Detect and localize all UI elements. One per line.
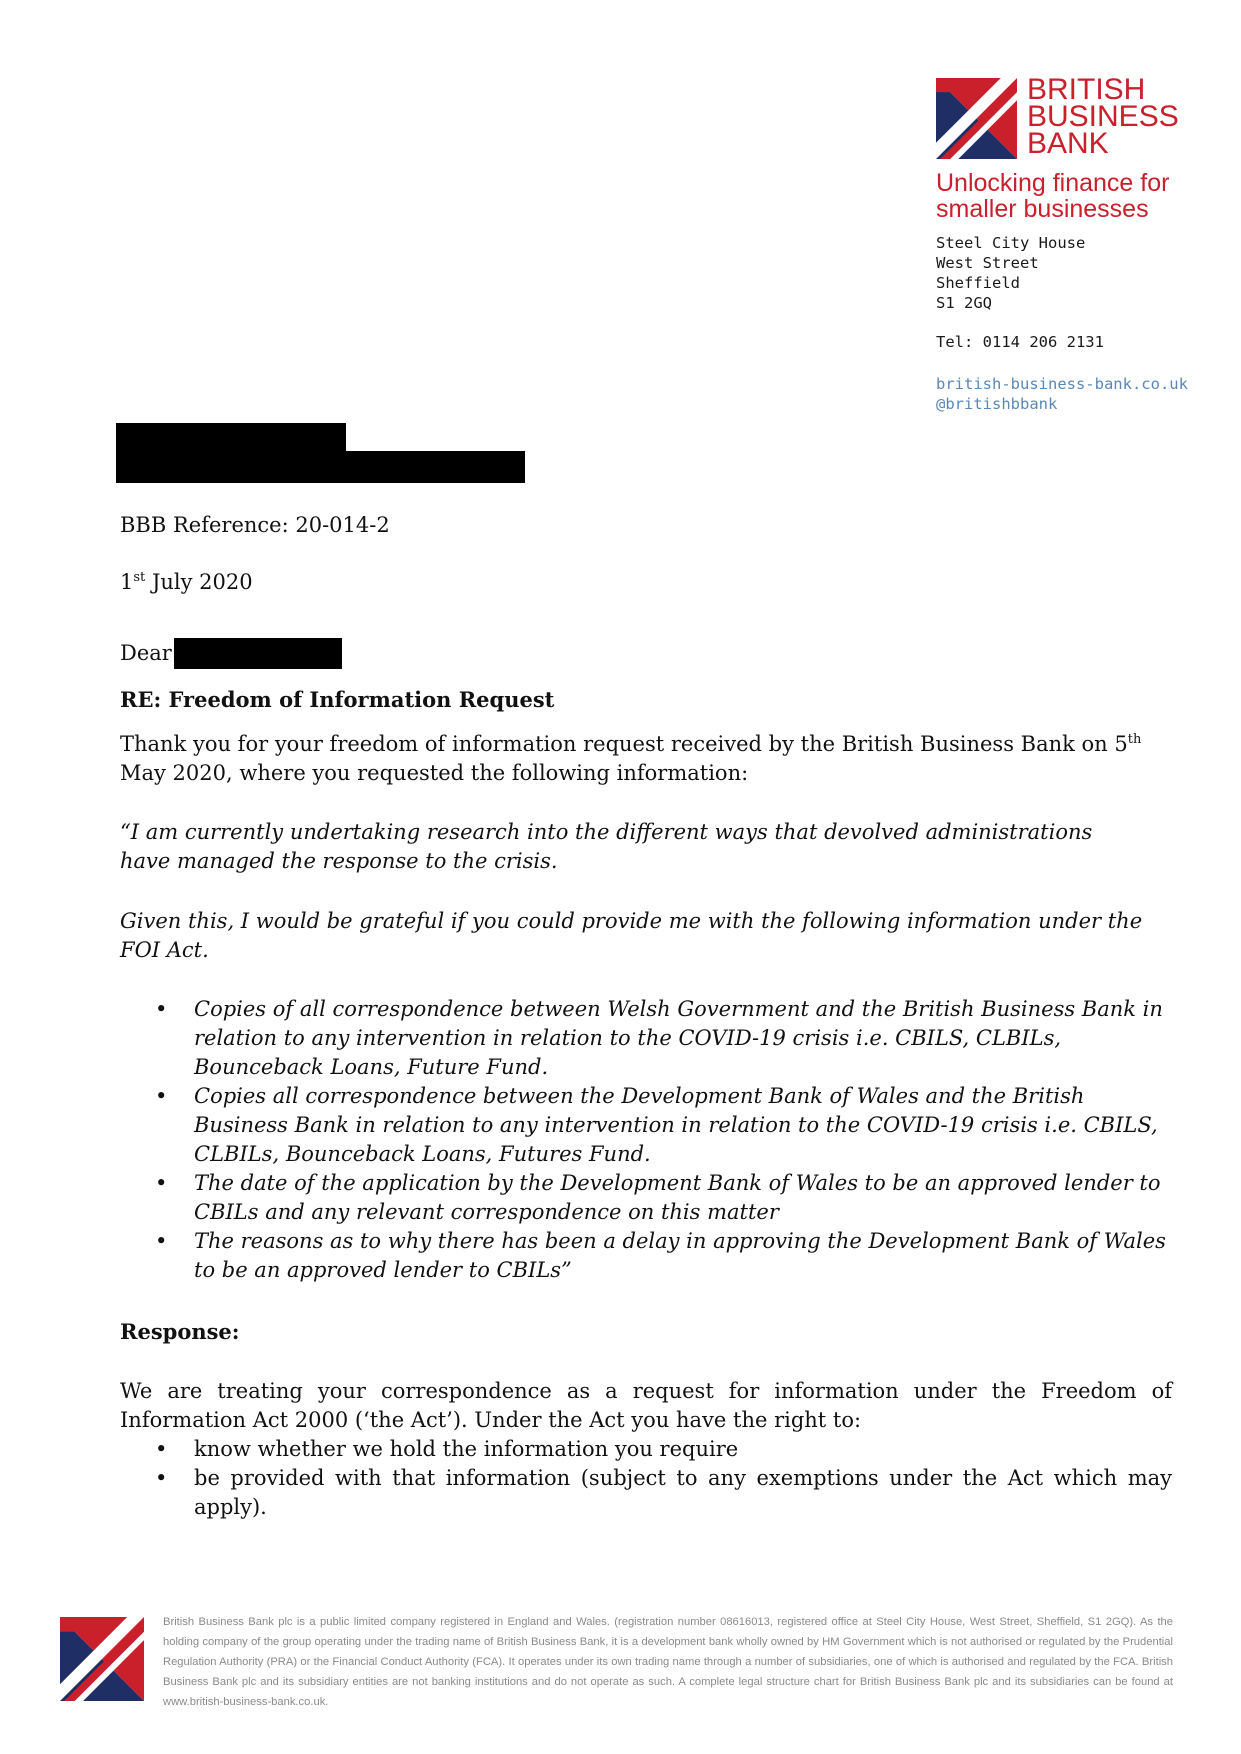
footer-legal-text: British Business Bank plc is a public limited company registered in England and Wales. (registration number 08616013, registered office at Steel City House, West Street, Sheffield, S1 2GQ). As the holding company of the group operating under the trading name of British Business Bank, it is a development bank wholly owned by HM Government which is not authorised or regulated by the Prudential Regulation Authority (PRA) or the Financial Conduct Authority (FCA). It operates under its own trading name through a number of subsidiaries, one of which is authorised and regulated by the FCA. British Business Bank plc and its subsidiary entities are not banking institutions and do not operate as such. A complete legal structure chart for British Business Bank plc and its subsidiaries can be found at www.british-business-bank.co.uk. — [163, 1616, 1173, 1708]
telephone: Tel: 0114 206 2131 — [936, 333, 1104, 351]
sender-address — [936, 233, 1085, 313]
list-item: • Copies of all correspondence between Welsh Government and the British Business Bank in relation to any intervention in relation to the COVID-19 crisis i.e. CBILS, CLBILs, Bounceback Loans, Future Fund. — [155, 997, 1163, 1079]
list-item: • The reasons as to why there has been a delay in approving the Development Bank of Wales to be an approved lender to CBILs” — [155, 1229, 1166, 1282]
list-item: • know whether we hold the information you require — [120, 1435, 1172, 1464]
list-item: • The date of the application by the Development Bank of Wales to be an approved lender to CBILs and any relevant correspondence on this matter — [155, 1171, 1161, 1224]
address-line: S1 2GQ — [936, 294, 992, 312]
bullet-icon: • — [155, 1466, 168, 1490]
quoted-request-paragraph-2: Given this, I would be grateful if you could provide me with the following information under the FOI Act. — [120, 909, 1143, 962]
subject-line: RE: Freedom of Information Request — [120, 687, 555, 712]
logo-line-2: BUSINESS — [1027, 100, 1179, 133]
rights-list — [120, 1435, 1172, 1522]
redacted-recipient-salutation — [174, 638, 342, 669]
list-item: • Copies all correspondence between the Development Bank of Wales and the British Business Bank in relation to any intervention in relation to the COVID-19 crisis i.e. CBILS, CLBILs, Bounceback Loans, Futures Fund. — [155, 1084, 1158, 1166]
logo-line-1: BRITISH — [1027, 73, 1146, 106]
bullet-icon: • — [155, 1437, 168, 1461]
bullet-icon: • — [155, 997, 168, 1021]
bullet-icon: • — [155, 1229, 168, 1253]
letter-date: 1st July 2020 — [120, 570, 253, 594]
tagline-line-1: Unlocking finance for — [936, 169, 1170, 197]
footer-union-flag-icon — [60, 1617, 144, 1701]
reference-number: BBB Reference: 20-014-2 — [120, 513, 390, 537]
quoted-request-paragraph-1: “I am currently undertaking research into the different ways that devolved administrations have managed the response to the crisis. — [120, 820, 1093, 873]
bullet-icon: • — [155, 1171, 168, 1195]
address-line: Steel City House — [936, 234, 1086, 252]
redacted-recipient-address — [116, 451, 525, 483]
address-line: West Street — [936, 254, 1039, 272]
logo-line-3: BANK — [1027, 127, 1109, 160]
response-paragraph: We are treating your correspondence as a request for information under the Freedom of Information Act 2000 (‘the Act’). Under the Act you have the right to: — [120, 1379, 1172, 1432]
website-link[interactable]: british-business-bank.co.uk — [936, 375, 1188, 393]
address-line: Sheffield — [936, 274, 1020, 292]
intro-paragraph: Thank you for your freedom of information request received by the British Business Bank on 5th May 2020, where you requested the following information: — [120, 732, 1142, 785]
bullet-icon: • — [155, 1084, 168, 1108]
list-item: • be provided with that information (subject to any exemptions under the Act which may apply). — [155, 1466, 1172, 1519]
tagline-line-2: smaller businesses — [936, 195, 1149, 223]
union-flag-logo-icon — [936, 78, 1017, 159]
twitter-handle[interactable]: @britishbbank — [936, 395, 1058, 413]
request-items-list — [120, 995, 1172, 1285]
response-heading: Response: — [120, 1319, 240, 1344]
tagline — [936, 170, 1169, 222]
web-links — [936, 374, 1188, 414]
logo-wordmark — [1027, 73, 1179, 160]
salutation: Dear — [120, 641, 172, 665]
